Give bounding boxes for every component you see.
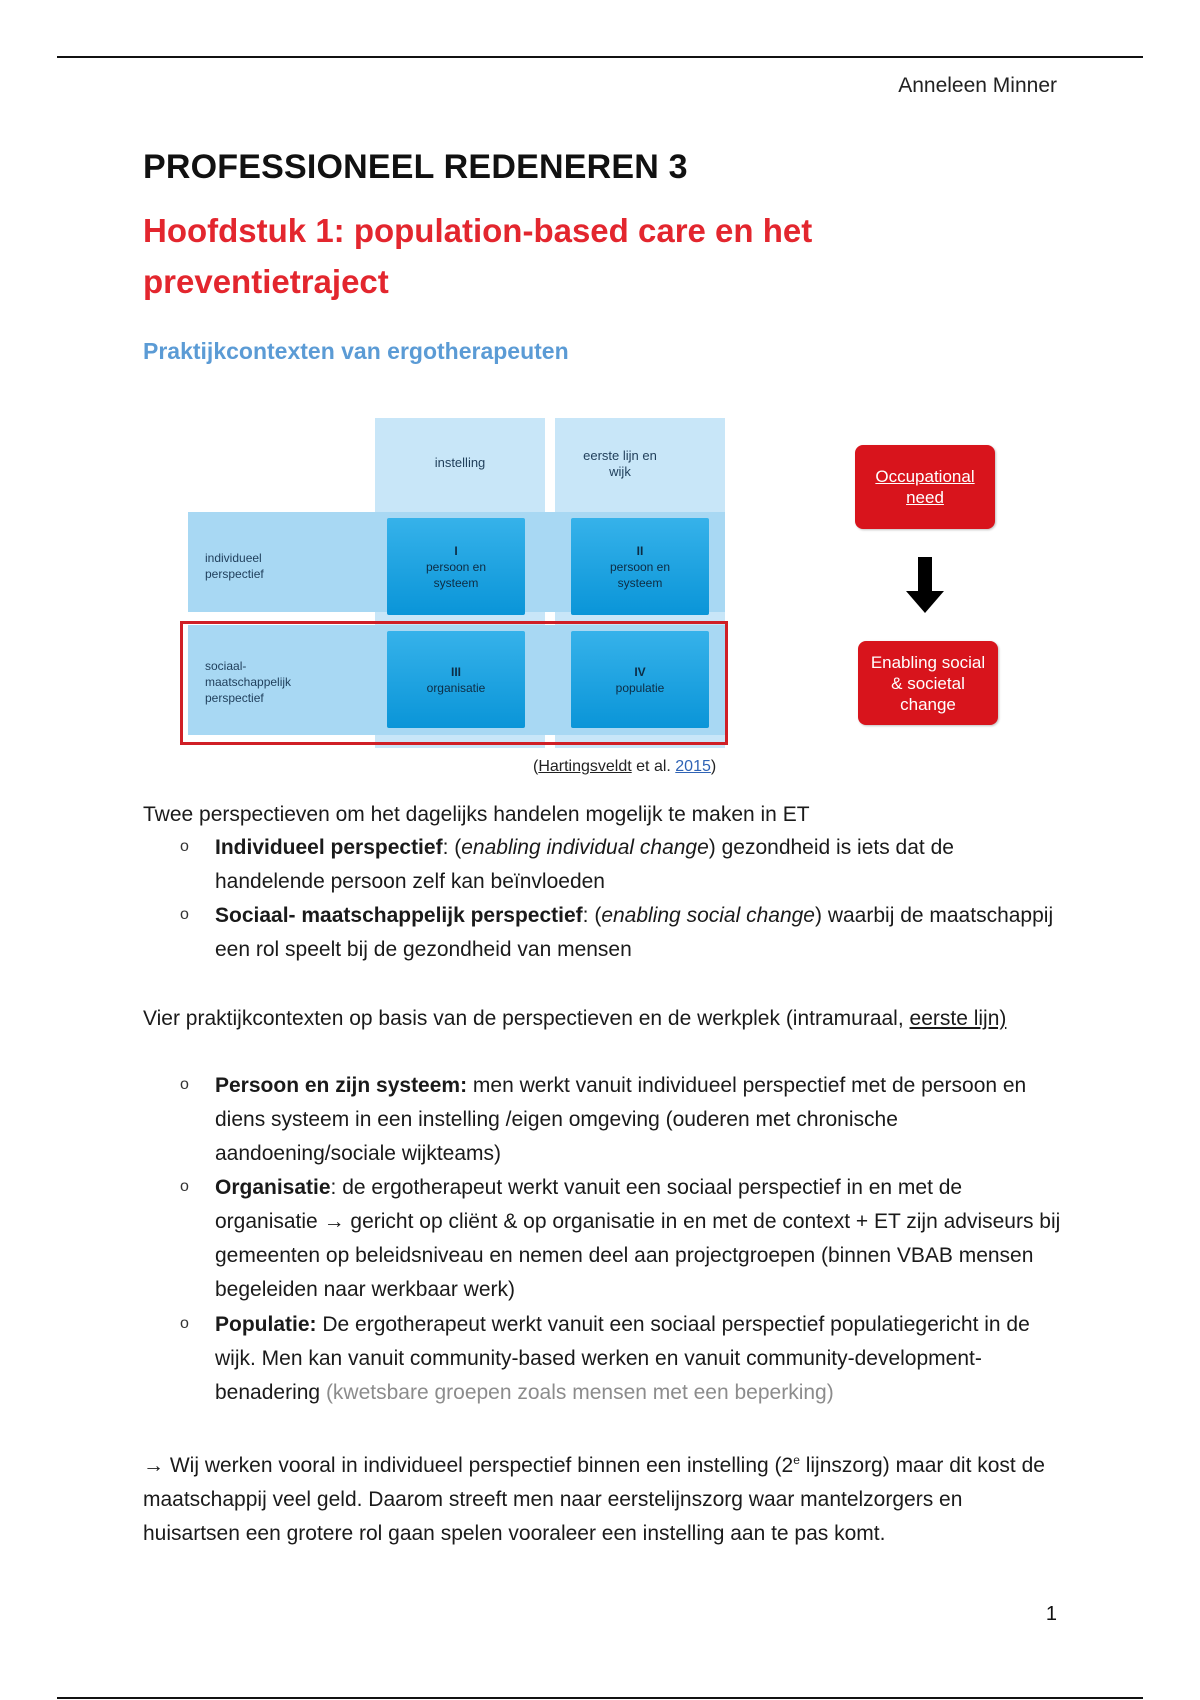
column-label-instelling: instelling: [434, 455, 486, 470]
figure-citation: [533, 758, 716, 776]
cell-III-text: organisatie: [426, 680, 486, 695]
paragraph-four-contexts: [143, 1002, 1063, 1036]
para3-after: lijnszorg) maar dit kost de maatschappij veel geld. Daarom streeft men naar eerstelijnszorg waar mantelzorgers en huisartsen een grotere rol gaan spelen vooraleer een instelling aan te pas komt.: [143, 1454, 1045, 1545]
column-label-eerste-lijn: eerste lijn en wijk: [583, 448, 657, 479]
sep: : (: [442, 836, 462, 859]
list-item-individueel: [215, 831, 1065, 899]
bullet-icon: o: [180, 1178, 189, 1195]
paragraph-conclusion: [143, 1443, 1063, 1551]
para2-text: Vier praktijkcontexten op basis van de perspectieven en de werkplek (intramuraal,: [143, 1007, 910, 1030]
bullet-icon: o: [180, 906, 189, 923]
citation-close: ): [710, 758, 717, 775]
down-arrow-icon: [918, 557, 932, 593]
cell-II-text: persoon en systeem: [609, 559, 671, 590]
occupational-need-label: Occupational need: [875, 467, 975, 507]
row-label-sociaal: sociaal-maatschappelijk perspectief: [205, 659, 292, 705]
cell-I: [387, 518, 525, 615]
occupational-need-box: [855, 445, 995, 529]
list-item-persoon: [215, 1069, 1065, 1171]
list-item-sociaal: [215, 899, 1065, 967]
para3-before: → Wij werken vooral in individueel perspectief binnen een instelling (2: [143, 1454, 794, 1477]
bullet-icon: o: [180, 1315, 189, 1332]
underlined-eerste-lijn: eerste lijn): [909, 1007, 1007, 1030]
highlight-frame: [180, 621, 728, 745]
header-author: Anneleen Minner: [898, 74, 1057, 97]
item-text: : de ergotherapeut werkt vanuit een sociaal perspectief in en met de organisatie → gericht op cliënt & op organisatie in en met de context + ET zijn adviseurs bij gemeenten op beleidsniveau en nemen deel aan projectgroepen (binnen VBAB mensen begeleiden naar werkbaar werk): [215, 1176, 1061, 1301]
section-heading: Praktijkcontexten van ergotherapeuten: [143, 338, 569, 364]
term-individueel: Individueel perspectief: [215, 836, 443, 859]
top-rule: [57, 56, 1143, 58]
term-persoon: Persoon en zijn systeem:: [215, 1074, 468, 1097]
cell-IV-number: IV: [634, 664, 646, 679]
italic-social-change: enabling social change: [601, 904, 815, 927]
down-arrow-head-icon: [906, 591, 944, 613]
row-label-individueel: individueel perspectief: [205, 551, 264, 581]
citation-year-link[interactable]: 2015: [675, 758, 711, 775]
citation-author: Hartingsveldt: [538, 758, 632, 775]
item-text: De ergotherapeut werkt vanuit een sociaal perspectief populatiegericht in de wijk. Men kan vanuit community-based werken en vanuit community-development- benadering: [215, 1313, 1030, 1404]
item-text: ) waarbij de maatschappij een rol speelt bij de gezondheid van mensen: [215, 904, 1054, 961]
citation-etal: et al.: [631, 758, 676, 775]
document-title: PROFESSIONEEL REDENEREN 3: [143, 148, 688, 186]
cell-I-text: persoon en systeem: [425, 559, 487, 590]
italic-individual-change: enabling individual change: [461, 836, 709, 859]
enabling-change-label: Enabling social & societal change: [870, 652, 986, 714]
practice-contexts-figure: [180, 415, 1180, 775]
bullet-icon: o: [180, 838, 189, 855]
superscript-e: e: [793, 1453, 800, 1467]
item-text: ) gezondheid is iets dat de handelende persoon zelf kan beïnvloeden: [215, 836, 954, 893]
chapter-heading: Hoofdstuk 1: population-based care en het preventietraject: [143, 212, 813, 300]
paragraph-two-perspectives: Twee perspectieven om het dagelijks handelen mogelijk te maken in ET: [143, 803, 810, 826]
term-populatie: Populatie:: [215, 1313, 317, 1336]
gray-note: (kwetsbare groepen zoals mensen met een beperking): [325, 1381, 834, 1404]
bottom-rule: [57, 1697, 1143, 1699]
cell-I-number: I: [454, 543, 458, 558]
citation-open: (: [533, 758, 539, 775]
sep: : (: [582, 904, 602, 927]
bullet-icon: o: [180, 1076, 189, 1093]
term-sociaal: Sociaal- maatschappelijk perspectief: [215, 904, 583, 927]
enabling-change-box: [858, 641, 998, 725]
list-item-organisatie: [215, 1171, 1065, 1307]
term-organisatie: Organisatie: [215, 1176, 331, 1199]
page-number: 1: [1045, 1603, 1057, 1625]
cell-IV-text: populatie: [615, 680, 665, 695]
cell-III-number: III: [450, 664, 461, 679]
item-text: men werkt vanuit individueel perspectief met de persoon en diens systeem in een instelling /eigen omgeving (ouderen met chronische aandoening/sociale wijkteams): [215, 1074, 1027, 1165]
list-item-populatie: [215, 1308, 1065, 1410]
cell-II-number: II: [636, 543, 644, 558]
cell-II: [571, 518, 709, 615]
